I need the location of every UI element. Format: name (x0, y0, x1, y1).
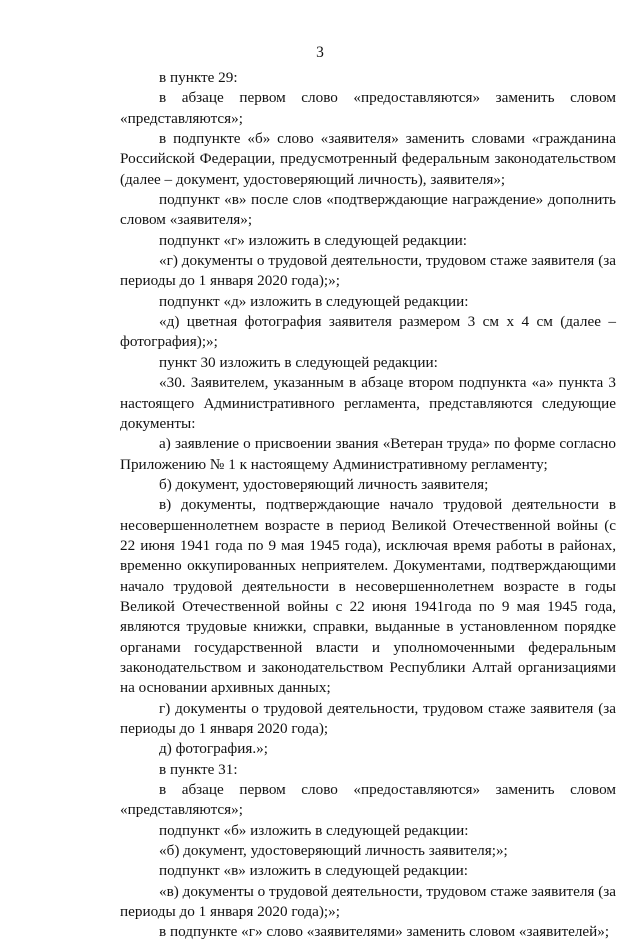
paragraph-item-29-subitem-d-intro: подпункт «д» изложить в следующей редакции: (159, 292, 469, 310)
paragraph-item-29-first-paragraph: в абзаце первом слово «предоставляются» заменить словом «представляются»; (120, 89, 616, 127)
paragraph-item-29-subitem-v: подпункт «в» после слов «подтверждающие награждение» дополнить словом «заявителя»; (120, 191, 616, 229)
document-body (120, 68, 616, 943)
paragraph-item-30-intro: пункт 30 изложить в следующей редакции: (159, 353, 438, 371)
page-number: 3 (316, 44, 324, 61)
paragraph-item-30-subitem-a: а) заявление о присвоении звания «Ветеран труда» по форме согласно Приложению № 1 к настоящему Административному регламенту; (120, 435, 616, 473)
paragraph-item-31-first-paragraph: в абзаце первом слово «предоставляются» заменить словом «представляются»; (120, 781, 616, 819)
paragraph-item-29-subitem-b: в подпункте «б» слово «заявителя» заменить словами «гражданина Российской Федерации, предусмотренный федеральным законодательством (далее – документ, удостоверяющий личность), заявителя»; (120, 130, 616, 188)
paragraph-item-29-subitem-g-intro: подпункт «г» изложить в следующей редакции: (159, 231, 468, 249)
paragraph-item-30-subitem-g: г) документы о трудовой деятельности, трудовом стаже заявителя (за периоды до 1 января 2020 года); (120, 699, 616, 737)
paragraph-item-30-text: «30. Заявителем, указанным в абзаце втором подпункта «а» пункта 3 настоящего Административного регламента, представляются следующие документы: (120, 374, 616, 432)
paragraph-item-29-subitem-g-text: «г) документы о трудовой деятельности, трудовом стаже заявителя (за периоды до 1 января 2020 года);»; (120, 252, 616, 290)
paragraph-item-30-subitem-b: б) документ, удостоверяющий личность заявителя; (159, 475, 489, 493)
paragraph-item-29-subitem-d-text: «д) цветная фотография заявителя размером 3 см х 4 см (далее – фотография);»; (120, 313, 616, 351)
paragraph-item-31: в пункте 31: (159, 760, 238, 778)
paragraph-item-31-subitem-b-intro: подпункт «б» изложить в следующей редакции: (159, 821, 469, 839)
paragraph-item-31-subitem-v-text: «в) документы о трудовой деятельности, трудовом стаже заявителя (за периоды до 1 января 2020 года);»; (120, 882, 616, 921)
paragraph-item-31-subitem-v-intro: подпункт «в» изложить в следующей редакции: (159, 862, 468, 880)
paragraph-item-29: в пункте 29: (159, 69, 238, 86)
paragraph-item-31-subitem-b-text: «б) документ, удостоверяющий личность заявителя;»; (159, 842, 508, 860)
paragraph-item-31-subitem-g: в подпункте «г» слово «заявителями» заменить словом «заявителей»; (159, 923, 610, 941)
paragraph-item-30-subitem-d: д) фотография.»; (159, 740, 268, 758)
paragraph-item-30-subitem-v: в) документы, подтверждающие начало трудовой деятельности в несовершеннолетнем возрасте в период Великой Отечественной войны (с 22 июня 1941 года по 9 мая 1945 года), исключая время работы в районах, временно оккупированных неприятелем. Документами, подтверждающими начало трудовой деятельности в несовершеннолетнем возрасте в годы Великой Отечественной войны с 22 июня 1941года по 9 мая 1945 года, являются трудовые книжки, справки, выданные в установленном порядке органами государственной власти и уполномоченными федеральным законодательством и законодательством Республики Алтай организациями на основании архивных данных; (120, 496, 616, 697)
